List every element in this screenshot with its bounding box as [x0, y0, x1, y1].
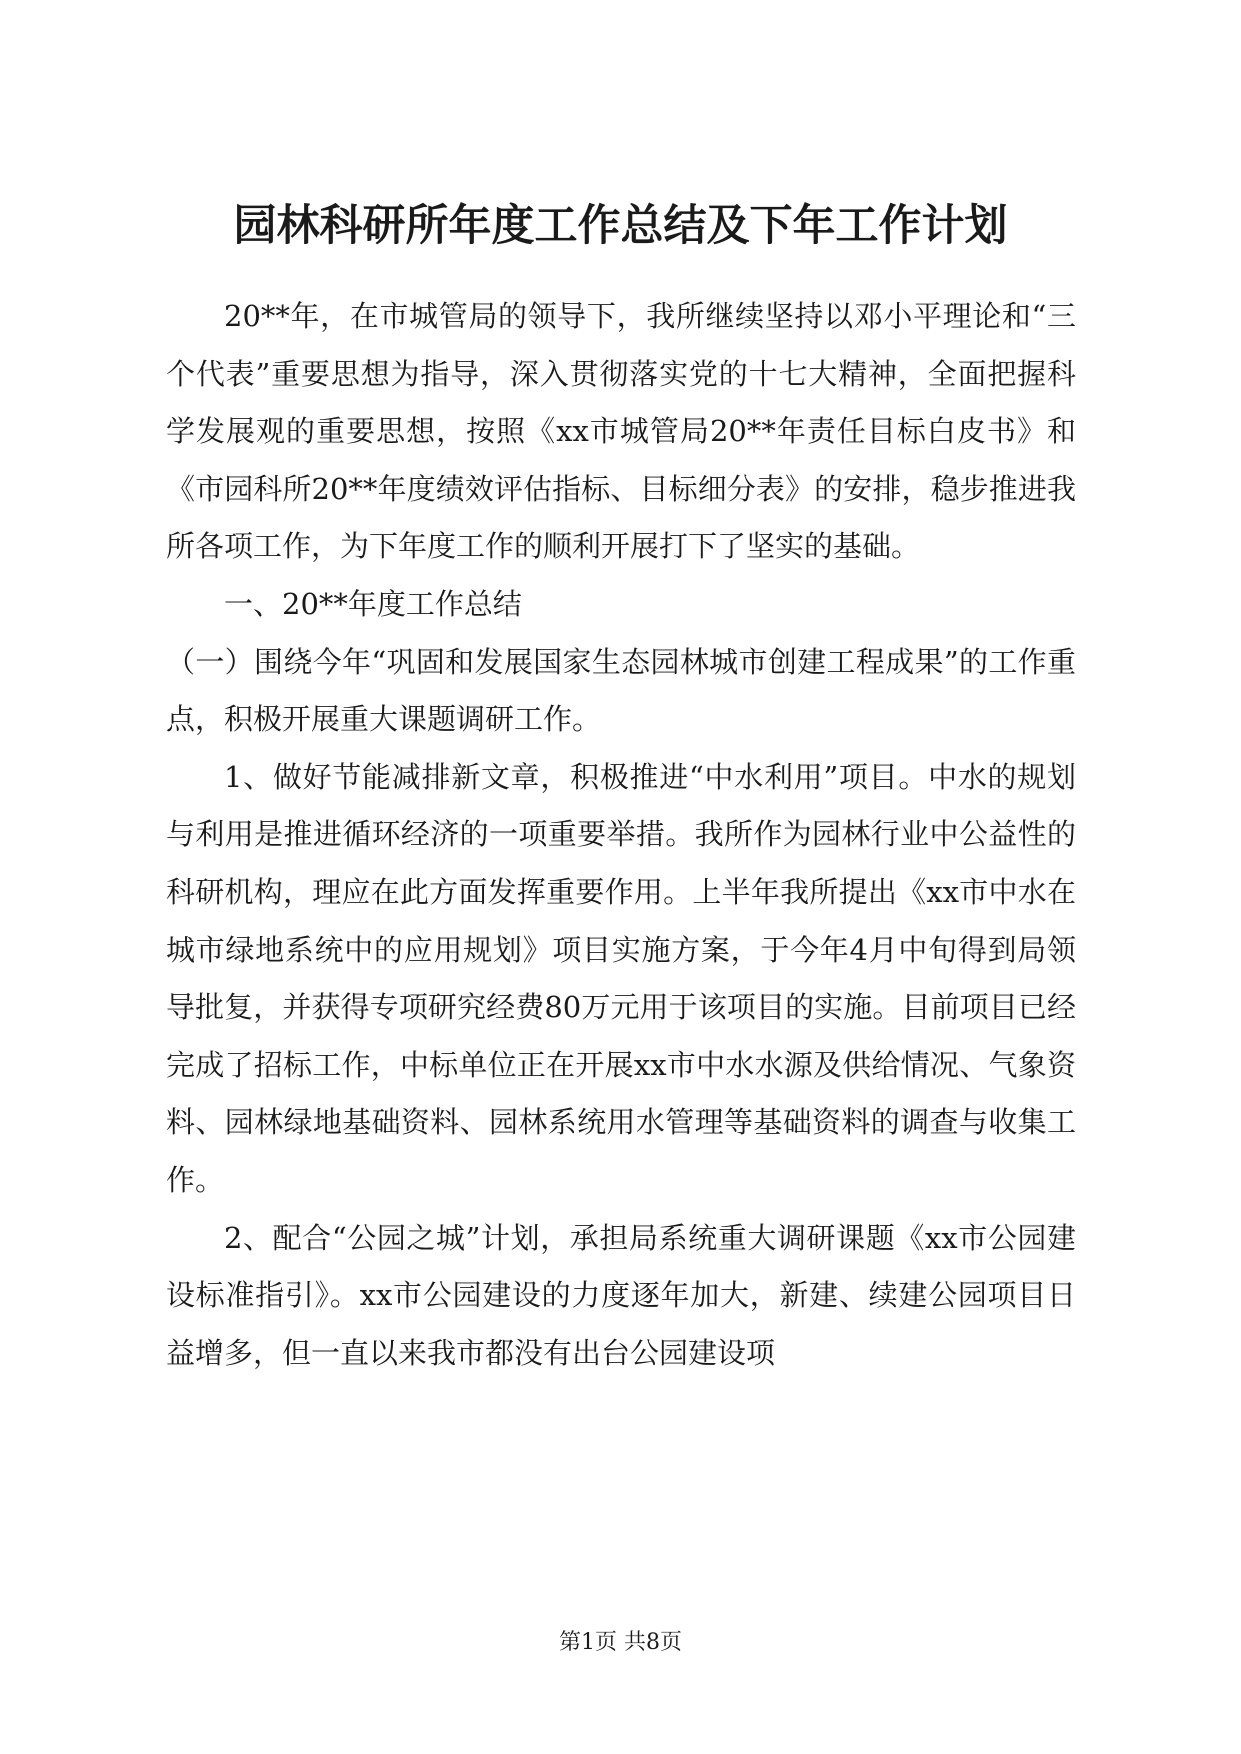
- paragraph-item-1: 1、做好节能减排新文章，积极推进“中水利用”项目。中水的规划与利用是推进循环经济的一项重要举措。我所作为园林行业中公益性的科研机构，理应在此方面发挥重要作用。上半年我所提出《xx市中水在城市绿地系统中的应用规划》项目实施方案，于今年4月中旬得到局领导批复，并获得专项研究经费80万元用于该项目的实施。目前项目已经完成了招标工作，中标单位正在开展xx市中水水源及供给情况、气象资料、园林绿地基础资料、园林系统用水管理等基础资料的调查与收集工作。: [166, 759, 1076, 1197]
- document-body: [166, 288, 1076, 1382]
- section-heading: 一、20**年度工作总结: [224, 586, 522, 621]
- paragraph-item-2: 2、配合“公园之城”计划，承担局系统重大调研课题《xx市公园建设标准指引》。xx市公园建设的力度逐年加大，新建、续建公园项目日益增多，但一直以来我市都没有出台公园建设项: [166, 1220, 1076, 1370]
- paragraph-intro: 20**年，在市城管局的领导下，我所继续坚持以邓小平理论和“三个代表”重要思想为指导，深入贯彻落实党的十七大精神，全面把握科学发展观的重要思想，按照《xx市城管局20**年责任目标白皮书》和《市园科所20**年度绩效评估指标、目标细分表》的安排，稳步推进我所各项工作，为下年度工作的顺利开展打下了坚实的基础。: [166, 299, 1076, 564]
- page-number: 第1页 共8页: [559, 1630, 682, 1655]
- document-title: 园林科研所年度工作总结及下年工作计划: [233, 201, 1008, 251]
- subsection-heading: （一）围绕今年“巩固和发展国家生态园林城市创建工程成果”的工作重点，积极开展重大课题调研工作。: [166, 644, 1076, 737]
